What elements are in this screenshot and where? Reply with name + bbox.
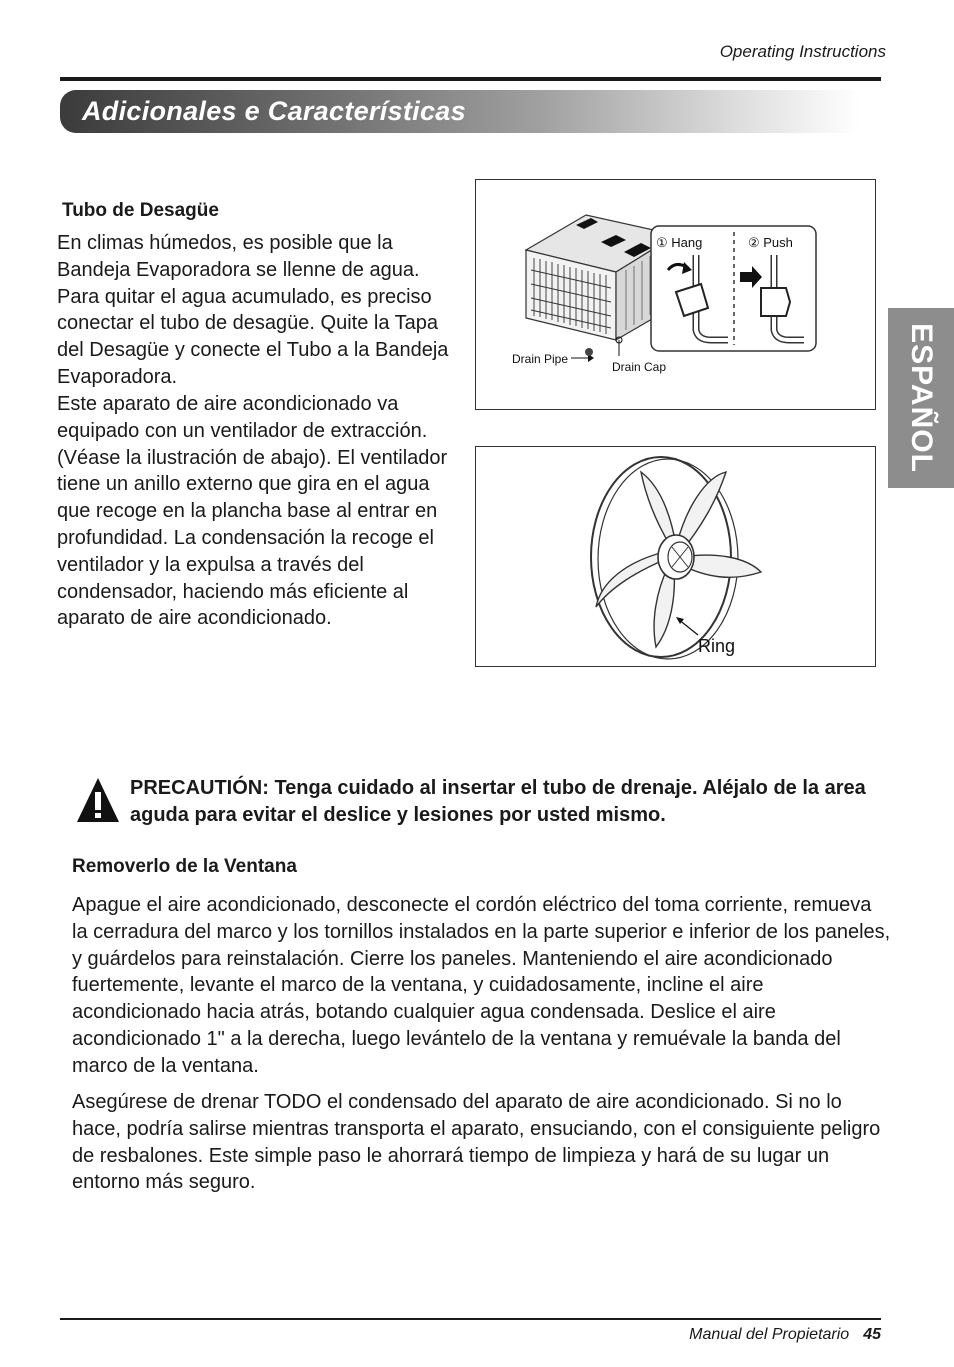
running-header: Operating Instructions	[719, 42, 886, 61]
drain-paragraph-2: Este aparato de aire acondicionado va equipado con un ventilador de extracción. (Véase la ilustración de abajo). El ventilador tiene un anillo externo que gira en el agua que recoge en la plancha base al entrar en profundidad. La condensación la recoge el ventilador y la expulsa a través del condensador, haciendo más eficiente al aparato de aire acondicionado.	[57, 393, 448, 630]
section-banner	[60, 90, 860, 133]
removal-paragraph-2: Asegúrese de drenar TODO el condensado del aparato de aire acondicionado. Si no lo hace, podría salirse mientras transporta el aparato, ensuciando, con el consiguiente peligro de resbalones. Este simple paso le ahorrará tiempo de limpieza y hará de su lugar un entorno más seguro.	[72, 1091, 881, 1194]
drain-pipe-illustration	[476, 180, 877, 411]
ring-label: Ring	[698, 636, 736, 656]
drain-paragraph-1: En climas húmedos, es posible que la Bandeja Evaporadora se llenne de agua. Para quitar el agua acumulado, es preciso conectar el tubo de desagüe. Quite la Tapa del Desagüe y conecte el Tubo a la Bandeja Evaporadora.	[57, 232, 449, 388]
warning-triangle-icon	[75, 776, 121, 824]
fan-illustration	[476, 447, 877, 668]
removal-paragraph-1: Apague el aire acondicionado, desconecte el cordón eléctrico del toma corriente, remueva la cerradura del marco y los tornillos instalados en la parte superior e inferior de los paneles, y guárdelos para reinstalación. Cierre los paneles. Manteniendo el aire acondicionado fuertemente, levante el marco de la ventana, y cuidadosamente, incline el aire acondicionado hacia atrás, botando cualquier agua condensada. Deslice el aire acondicionado 1" a la derecha, luego levántelo de la ventana y remuévale la banda del marco de la ventana.	[72, 894, 891, 1077]
fan-figure	[475, 446, 876, 667]
manual-title: Manual del Propietario	[689, 1326, 850, 1343]
drain-pipe-figure	[475, 179, 876, 410]
drain-heading: Tubo de Desagüe	[62, 200, 219, 221]
drain-pipe-label: Drain Pipe	[512, 352, 569, 366]
push-step-label: ② Push	[748, 235, 793, 250]
page-number: 45	[863, 1326, 881, 1343]
hang-step-label: ① Hang	[656, 235, 703, 250]
language-tab	[888, 308, 954, 488]
language-tab-label: ESPAÑOL	[905, 323, 938, 473]
removal-heading: Removerlo de la Ventana	[72, 856, 297, 877]
section-title: Adicionales e Características	[82, 96, 466, 126]
drain-cap-label: Drain Cap	[612, 360, 667, 374]
footer-rule	[60, 1318, 881, 1320]
warning-text: PRECAUTIÓN: Tenga cuidado al insertar el tubo de drenaje. Aléjalo de la area aguda para evitar el deslice y lesiones por usted mismo.	[130, 777, 866, 826]
footer	[689, 1326, 881, 1344]
header-rule	[60, 77, 881, 81]
